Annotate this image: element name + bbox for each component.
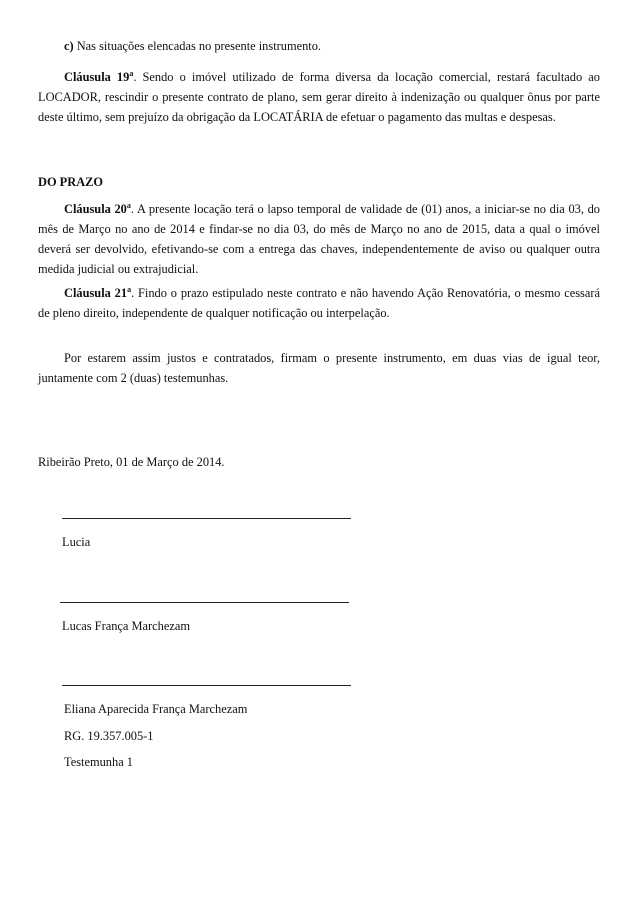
signature-role-3: Testemunha 1 [64,755,133,769]
clause-c [38,36,600,56]
closing-paragraph [38,348,600,388]
place-date: Ribeirão Preto, 01 de Março de 2014. [38,455,225,469]
signature-line-1 [62,518,351,519]
clause-c-label: c) [64,39,74,53]
signature-line-3 [62,685,351,686]
section-title: DO PRAZO [38,175,104,189]
clause-21-label: Cláusula 21$^a$ [64,285,132,301]
clause-20 [38,196,600,279]
clause-21 [38,280,600,323]
signature-rg-3: RG. 19.357.005-1 [64,729,154,743]
clause-21-text: . Findo o prazo estipulado neste contrato e não havendo Ação Renovatória, o mesmo cessará de pleno direito, independente de qualquer notificação ou interpelação. [38,286,600,321]
clause-20-label: Cláusula 20$^a$ [64,201,131,217]
signature-name-1: Lucia [62,535,91,549]
signature-name-2: Lucas França Marchezam [62,619,190,633]
clause-c-text: Nas situações elencadas no presente instrumento. [73,39,322,53]
closing-text: Por estarem assim justos e contratados, firmam o presente instrumento, em duas vias de igual teor, juntamente com 2 (duas) testemunhas. [38,351,600,385]
clause-19-text: . Sendo o imóvel utilizado de forma diversa da locação comercial, restará facultado ao LOCADOR, rescindir o presente contrato de plano, sem gerar direito à indenização ou qualquer ônus por parte deste último, sem prejuízo da obrigação da LOCATÁRIA de efetuar o pagamento das multas e despesas. [38,70,600,125]
signature-name-3: Eliana Aparecida França Marchezam [64,702,248,716]
signature-line-2 [60,602,349,603]
clause-20-text: . A presente locação terá o lapso temporal de validade de (01) anos, a iniciar-se no dia 03, do mês de Março no ano de 2014 e findar-se no dia 03, do mês de Março no ano de 2015, data a qual o imóvel deverá ser devolvido, efetivando-se com a entrega das chaves, independentemente de aviso ou qualquer outra medida judicial ou extrajudicial. [38,202,600,277]
clause-19 [38,64,600,127]
clause-19-label: Cláusula 19$^a$ [64,69,134,85]
